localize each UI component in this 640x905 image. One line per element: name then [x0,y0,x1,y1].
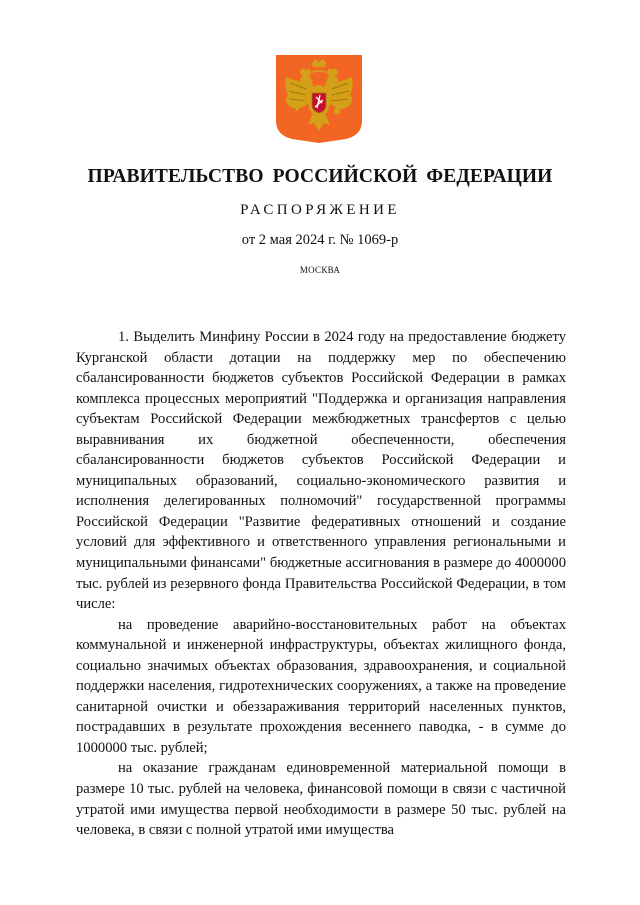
paragraph-2: на проведение аварийно-восстановительных работ на объектах коммунальной и инженерной инфраструктуры, объектах жилищного фонда, социально значимых объектах образования, здравоохранения, и социальной поддержки населения, гидротехнических сооружениях, а также на проведение санитарной очистки и обеззараживания территорий населенных пунктов, пострадавших в результате прохождения весеннего паводка, - в сумме до 1000000 тыс. рублей; [76,616,566,756]
document-type: РАСПОРЯЖЕНИЕ [240,202,400,218]
paragraph-3: на оказание гражданам единовременной материальной помощи в размере 10 тыс. рублей на человека, финансовой помощи в связи с частичной утратой ими имущества первой необходимости в размере 50 тыс. рублей на человека, в связи с полной утратой ими имущества [76,760,566,839]
russian-coat-of-arms-icon [276,55,362,143]
document-body [76,327,566,841]
paragraph-1: 1. Выделить Минфину России в 2024 году на предоставление бюджету Курганской области дотации на поддержку мер по обеспечению сбалансированности бюджетов субъектов Российской Федерации в рамках комплекса процессных мероприятий "Поддержка и организация направления субъектам Российской Федерации межбюджетных трансфертов с целью выравнивания их бюджетной обеспеченности, обеспечения сбалансированности бюджетов субъектов Российской Федерации и муниципальных образований, социально-экономического развития и исполнения делегированных полномочий" государственной программы Российской Федерации "Развитие федеративных отношений и создание условий для эффективного и ответственного управления региональными и муниципальными финансами" бюджетные ассигнования в размере до 4000000 тыс. рублей из резервного фонда Правительства Российской Федерации, в том числе: [76,329,566,613]
document-date-number: от 2 мая 2024 г. № 1069-р [241,232,399,248]
document-city: МОСКВА [299,265,341,275]
government-title: ПРАВИТЕЛЬСТВО РОССИЙСКОЙ ФЕДЕРАЦИИ [87,166,553,187]
